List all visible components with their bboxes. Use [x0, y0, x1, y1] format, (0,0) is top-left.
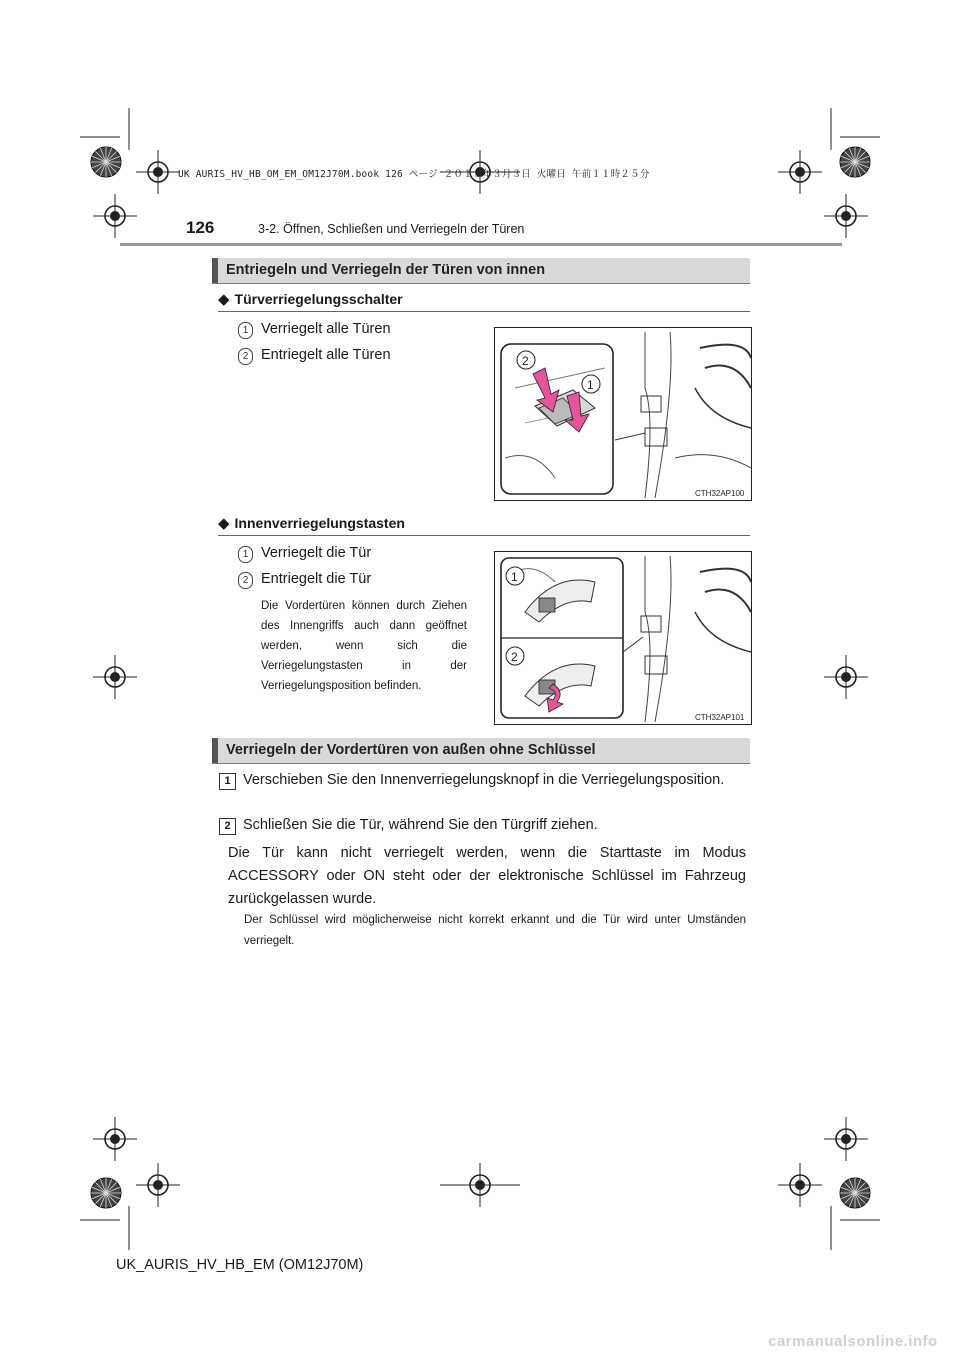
item-number: 1 — [238, 546, 253, 563]
subheading-rule — [218, 311, 750, 312]
item-text: Entriegelt alle Türen — [261, 347, 391, 363]
print-info-line: UK AURIS_HV_HB_OM_EM_OM12J70M.book 126 ページ ２０１５年３月３日 火曜日 午前１１時２５分 — [178, 169, 650, 180]
section-heading-text: Entriegeln und Verriegeln der Türen von innen — [226, 262, 546, 278]
svg-text:1: 1 — [511, 570, 518, 584]
diamond-bullet-icon: ◆ — [218, 515, 230, 532]
section-heading-text: Verriegeln der Vordertüren von außen ohne Schlüssel — [226, 742, 596, 758]
header-rule — [120, 243, 842, 246]
figure-door-lock-switch — [494, 327, 752, 501]
section-accent — [212, 738, 218, 763]
step-number: 1 — [219, 773, 236, 790]
step-number: 2 — [219, 818, 236, 835]
subheading-inside-lock-buttons — [218, 514, 405, 532]
subheading-rule — [218, 535, 750, 536]
item-number: 2 — [238, 348, 253, 365]
section-heading-outside — [212, 738, 750, 764]
figure-code: CTH32AP100 — [695, 489, 745, 498]
inside-lock-buttons-illustration — [495, 552, 751, 724]
figure-inside-lock-buttons — [494, 551, 752, 725]
subheading-door-lock-switch — [218, 290, 403, 308]
footer-manual-code: UK_AURIS_HV_HB_EM (OM12J70M) — [116, 1257, 364, 1273]
item-number: 2 — [238, 572, 253, 589]
item-text: Verriegelt alle Türen — [261, 321, 391, 337]
step-text: Schließen Sie die Tür, während Sie den Türgriff ziehen. — [243, 817, 598, 833]
svg-text:2: 2 — [511, 650, 518, 664]
watermark: carmanualsonline.info — [768, 1333, 938, 1350]
subheading-text: Türverriegelungsschalter — [234, 291, 403, 307]
svg-text:2: 2 — [522, 354, 529, 368]
step-text: Verschieben Sie den Innenverriegelungsknopf in die Verriegelungsposition. — [243, 772, 725, 788]
item-number: 1 — [238, 322, 253, 339]
small-note-text: Der Schlüssel wird möglicherweise nicht korrekt erkannt und die Tür wird unter Umständen verriegelt. — [244, 914, 746, 947]
door-lock-switch-illustration — [495, 328, 751, 500]
diamond-bullet-icon: ◆ — [218, 291, 230, 308]
note-text: Die Vordertüren können durch Ziehen des Innengriffs auch dann geöffnet werden, wenn sich die Verriegelungstasten in der Verriegelungsposition befinden. — [261, 600, 467, 692]
section-accent — [212, 258, 218, 283]
item-text: Entriegelt die Tür — [261, 571, 372, 587]
page-number: 126 — [186, 218, 215, 237]
paragraph-text: Die Tür kann nicht verriegelt werden, wenn die Starttaste im Modus ACCESSORY oder ON steht oder der elektronische Schlüssel im Fahrzeug zurückgelassen wurde. — [228, 845, 746, 907]
subheading-text: Innenverriegelungstasten — [234, 515, 405, 531]
section-heading-inside — [212, 258, 750, 284]
figure-code: CTH32AP101 — [695, 713, 745, 722]
item-text: Verriegelt die Tür — [261, 545, 372, 561]
chapter-title: 3-2. Öffnen, Schließen und Verriegeln der Türen — [258, 222, 525, 236]
svg-text:1: 1 — [587, 378, 594, 392]
